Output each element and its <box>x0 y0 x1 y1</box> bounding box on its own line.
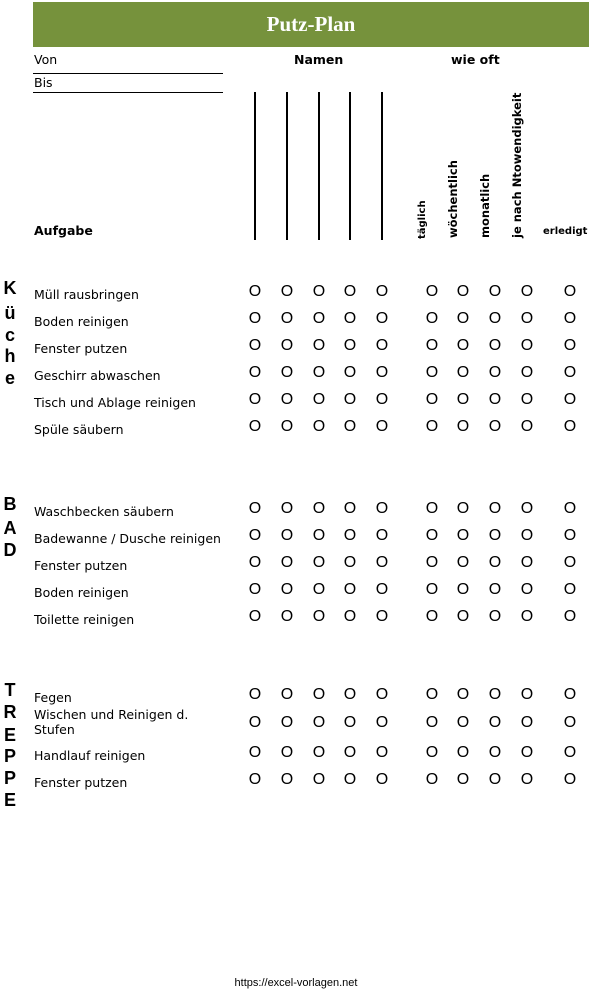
name-checkbox-1[interactable]: O <box>248 391 262 408</box>
section-letter-treppe: R <box>3 702 17 722</box>
name-checkbox-5[interactable]: O <box>375 337 389 354</box>
name-checkbox-1[interactable]: O <box>248 744 262 761</box>
name-checkbox-3[interactable]: O <box>312 686 326 703</box>
frequency-checkbox-1[interactable]: O <box>425 364 439 381</box>
name-column-2[interactable] <box>286 92 288 240</box>
frequency-checkbox-2[interactable]: O <box>456 310 470 327</box>
erledigt-checkbox[interactable]: O <box>563 310 577 327</box>
frequency-checkbox-2[interactable]: O <box>456 714 470 731</box>
name-checkbox-5[interactable]: O <box>375 500 389 517</box>
section-letter-kueche: K <box>3 278 17 298</box>
task-label: Fenster putzen <box>34 341 128 356</box>
frequency-checkbox-3[interactable]: O <box>488 364 502 381</box>
name-checkbox-2[interactable]: O <box>280 581 294 598</box>
frequency-checkbox-4[interactable]: O <box>520 364 534 381</box>
name-checkbox-3[interactable]: O <box>312 771 326 788</box>
task-label: Badewanne / Dusche reinigen <box>34 531 221 546</box>
frequency-checkbox-2[interactable]: O <box>456 686 470 703</box>
name-checkbox-5[interactable]: O <box>375 744 389 761</box>
frequency-checkbox-2[interactable]: O <box>456 283 470 300</box>
name-checkbox-4[interactable]: O <box>343 581 357 598</box>
section-letter-kueche: c <box>4 325 15 345</box>
name-checkbox-3[interactable]: O <box>312 527 326 544</box>
name-checkbox-1[interactable]: O <box>248 771 262 788</box>
frequency-checkbox-4[interactable]: O <box>520 337 534 354</box>
name-checkbox-5[interactable]: O <box>375 771 389 788</box>
frequency-checkbox-1[interactable]: O <box>425 418 439 435</box>
name-checkbox-2[interactable]: O <box>280 337 294 354</box>
frequency-checkbox-2[interactable]: O <box>456 608 470 625</box>
task-label: Müll rausbringen <box>34 287 139 302</box>
name-checkbox-1[interactable]: O <box>248 283 262 300</box>
name-checkbox-3[interactable]: O <box>312 283 326 300</box>
frequency-checkbox-1[interactable]: O <box>425 500 439 517</box>
name-checkbox-1[interactable]: O <box>248 418 262 435</box>
name-column-1[interactable] <box>254 92 256 240</box>
name-checkbox-2[interactable]: O <box>280 771 294 788</box>
frequency-checkbox-3[interactable]: O <box>488 418 502 435</box>
name-checkbox-3[interactable]: O <box>312 500 326 517</box>
name-checkbox-4[interactable]: O <box>343 418 357 435</box>
name-checkbox-4[interactable]: O <box>343 608 357 625</box>
section-letter-bad: D <box>3 540 17 560</box>
name-checkbox-2[interactable]: O <box>280 744 294 761</box>
name-checkbox-1[interactable]: O <box>248 337 262 354</box>
frequency-checkbox-1[interactable]: O <box>425 744 439 761</box>
freq-header-woechentlich: wöchentlich <box>446 160 460 238</box>
name-checkbox-2[interactable]: O <box>280 686 294 703</box>
name-checkbox-3[interactable]: O <box>312 418 326 435</box>
task-label: Waschbecken säubern <box>34 504 174 519</box>
name-checkbox-1[interactable]: O <box>248 608 262 625</box>
name-checkbox-3[interactable]: O <box>312 310 326 327</box>
frequency-checkbox-3[interactable]: O <box>488 310 502 327</box>
name-checkbox-3[interactable]: O <box>312 554 326 571</box>
frequency-checkbox-1[interactable]: O <box>425 771 439 788</box>
name-checkbox-3[interactable]: O <box>312 391 326 408</box>
name-checkbox-4[interactable]: O <box>343 686 357 703</box>
von-field-line[interactable] <box>33 73 223 74</box>
name-checkbox-2[interactable]: O <box>280 500 294 517</box>
frequency-checkbox-2[interactable]: O <box>456 744 470 761</box>
erledigt-checkbox[interactable]: O <box>563 391 577 408</box>
name-checkbox-3[interactable]: O <box>312 337 326 354</box>
erledigt-checkbox[interactable]: O <box>563 418 577 435</box>
frequency-checkbox-3[interactable]: O <box>488 744 502 761</box>
name-checkbox-4[interactable]: O <box>343 554 357 571</box>
frequency-checkbox-4[interactable]: O <box>520 608 534 625</box>
section-letter-treppe: P <box>3 746 16 766</box>
task-label: Wischen und Reinigen d. Stufen <box>34 707 189 737</box>
frequency-checkbox-4[interactable]: O <box>520 686 534 703</box>
erledigt-checkbox[interactable]: O <box>563 500 577 517</box>
frequency-checkbox-3[interactable]: O <box>488 283 502 300</box>
section-letter-kueche: e <box>4 368 15 388</box>
frequency-checkbox-4[interactable]: O <box>520 527 534 544</box>
frequency-checkbox-1[interactable]: O <box>425 527 439 544</box>
task-label: Handlauf reinigen <box>34 748 146 763</box>
frequency-checkbox-4[interactable]: O <box>520 714 534 731</box>
bis-field-line[interactable] <box>33 92 223 93</box>
frequency-checkbox-3[interactable]: O <box>488 581 502 598</box>
name-checkbox-5[interactable]: O <box>375 581 389 598</box>
name-checkbox-5[interactable]: O <box>375 714 389 731</box>
name-checkbox-4[interactable]: O <box>343 527 357 544</box>
name-checkbox-4[interactable]: O <box>343 744 357 761</box>
frequency-checkbox-4[interactable]: O <box>520 554 534 571</box>
frequency-checkbox-2[interactable]: O <box>456 391 470 408</box>
section-letter-kueche: ü <box>4 303 16 323</box>
name-checkbox-2[interactable]: O <box>280 554 294 571</box>
frequency-checkbox-1[interactable]: O <box>425 714 439 731</box>
name-checkbox-4[interactable]: O <box>343 310 357 327</box>
frequency-checkbox-4[interactable]: O <box>520 744 534 761</box>
section-letter-treppe: T <box>4 680 16 700</box>
erledigt-checkbox[interactable]: O <box>563 283 577 300</box>
name-checkbox-5[interactable]: O <box>375 608 389 625</box>
section-letter-bad: A <box>3 518 17 538</box>
task-label: Fenster putzen <box>34 558 128 573</box>
erledigt-checkbox[interactable]: O <box>563 744 577 761</box>
frequency-checkbox-4[interactable]: O <box>520 391 534 408</box>
name-checkbox-4[interactable]: O <box>343 364 357 381</box>
frequency-checkbox-2[interactable]: O <box>456 337 470 354</box>
name-checkbox-1[interactable]: O <box>248 500 262 517</box>
task-label: Spüle säubern <box>34 422 124 437</box>
frequency-checkbox-1[interactable]: O <box>425 686 439 703</box>
task-label: Boden reinigen <box>34 314 129 329</box>
frequency-checkbox-4[interactable]: O <box>520 581 534 598</box>
erledigt-checkbox[interactable]: O <box>563 686 577 703</box>
name-checkbox-2[interactable]: O <box>280 391 294 408</box>
erledigt-checkbox[interactable]: O <box>563 527 577 544</box>
frequency-checkbox-3[interactable]: O <box>488 714 502 731</box>
erledigt-header: erledigt <box>543 226 588 237</box>
namen-header: Namen <box>294 52 344 67</box>
section-letter-treppe: P <box>3 768 16 788</box>
frequency-checkbox-2[interactable]: O <box>456 771 470 788</box>
von-label: Von <box>34 52 58 67</box>
name-checkbox-1[interactable]: O <box>248 527 262 544</box>
name-checkbox-5[interactable]: O <box>375 364 389 381</box>
frequency-checkbox-4[interactable]: O <box>520 418 534 435</box>
frequency-checkbox-4[interactable]: O <box>520 771 534 788</box>
freq-header-taeglich: täglich <box>417 200 428 239</box>
name-checkbox-3[interactable]: O <box>312 608 326 625</box>
name-checkbox-2[interactable]: O <box>280 527 294 544</box>
erledigt-checkbox[interactable]: O <box>563 714 577 731</box>
frequency-checkbox-1[interactable]: O <box>425 283 439 300</box>
name-checkbox-4[interactable]: O <box>343 337 357 354</box>
frequency-checkbox-2[interactable]: O <box>456 581 470 598</box>
erledigt-checkbox[interactable]: O <box>563 554 577 571</box>
name-checkbox-3[interactable]: O <box>312 364 326 381</box>
wie-oft-header: wie oft <box>451 52 500 67</box>
name-checkbox-1[interactable]: O <box>248 581 262 598</box>
name-checkbox-4[interactable]: O <box>343 771 357 788</box>
erledigt-checkbox[interactable]: O <box>563 364 577 381</box>
name-checkbox-5[interactable]: O <box>375 391 389 408</box>
frequency-checkbox-3[interactable]: O <box>488 554 502 571</box>
frequency-checkbox-4[interactable]: O <box>520 310 534 327</box>
name-column-3[interactable] <box>318 92 320 240</box>
frequency-checkbox-3[interactable]: O <box>488 337 502 354</box>
name-checkbox-5[interactable]: O <box>375 527 389 544</box>
name-checkbox-4[interactable]: O <box>343 714 357 731</box>
frequency-checkbox-3[interactable]: O <box>488 608 502 625</box>
frequency-checkbox-4[interactable]: O <box>520 500 534 517</box>
frequency-checkbox-2[interactable]: O <box>456 364 470 381</box>
page-title: Putz-Plan <box>33 2 589 47</box>
name-checkbox-1[interactable]: O <box>248 714 262 731</box>
task-label: Fegen <box>34 690 72 705</box>
frequency-checkbox-2[interactable]: O <box>456 554 470 571</box>
name-checkbox-1[interactable]: O <box>248 310 262 327</box>
aufgabe-header: Aufgabe <box>34 223 93 238</box>
erledigt-checkbox[interactable]: O <box>563 771 577 788</box>
frequency-checkbox-2[interactable]: O <box>456 418 470 435</box>
name-checkbox-3[interactable]: O <box>312 581 326 598</box>
footer-url[interactable]: https://excel-vorlagen.net <box>234 977 358 989</box>
bis-label: Bis <box>34 75 53 90</box>
frequency-checkbox-2[interactable]: O <box>456 500 470 517</box>
freq-header-monatlich: monatlich <box>478 173 492 238</box>
frequency-checkbox-3[interactable]: O <box>488 500 502 517</box>
name-checkbox-4[interactable]: O <box>343 500 357 517</box>
name-checkbox-3[interactable]: O <box>312 714 326 731</box>
name-checkbox-5[interactable]: O <box>375 554 389 571</box>
name-checkbox-4[interactable]: O <box>343 391 357 408</box>
name-checkbox-2[interactable]: O <box>280 418 294 435</box>
frequency-checkbox-3[interactable]: O <box>488 686 502 703</box>
frequency-checkbox-1[interactable]: O <box>425 337 439 354</box>
frequency-checkbox-3[interactable]: O <box>488 527 502 544</box>
erledigt-checkbox[interactable]: O <box>563 581 577 598</box>
frequency-checkbox-4[interactable]: O <box>520 283 534 300</box>
task-label: Tisch und Ablage reinigen <box>34 395 196 410</box>
name-checkbox-5[interactable]: O <box>375 686 389 703</box>
frequency-checkbox-1[interactable]: O <box>425 391 439 408</box>
name-checkbox-4[interactable]: O <box>343 283 357 300</box>
freq-header-je-nach-notwendigkeit: je nach Ntowendigkeit <box>510 92 524 238</box>
name-checkbox-5[interactable]: O <box>375 418 389 435</box>
name-checkbox-1[interactable]: O <box>248 364 262 381</box>
name-checkbox-2[interactable]: O <box>280 714 294 731</box>
section-letter-treppe: E <box>3 790 16 810</box>
name-checkbox-2[interactable]: O <box>280 283 294 300</box>
name-checkbox-2[interactable]: O <box>280 364 294 381</box>
section-letter-kueche: h <box>4 346 16 366</box>
frequency-checkbox-3[interactable]: O <box>488 771 502 788</box>
name-checkbox-1[interactable]: O <box>248 686 262 703</box>
name-checkbox-1[interactable]: O <box>248 554 262 571</box>
name-checkbox-3[interactable]: O <box>312 744 326 761</box>
task-label: Boden reinigen <box>34 585 129 600</box>
section-letter-treppe: E <box>3 725 16 745</box>
frequency-checkbox-3[interactable]: O <box>488 391 502 408</box>
frequency-checkbox-1[interactable]: O <box>425 581 439 598</box>
frequency-checkbox-1[interactable]: O <box>425 608 439 625</box>
name-checkbox-5[interactable]: O <box>375 283 389 300</box>
name-checkbox-5[interactable]: O <box>375 310 389 327</box>
frequency-checkbox-2[interactable]: O <box>456 527 470 544</box>
name-column-4[interactable] <box>349 92 351 240</box>
erledigt-checkbox[interactable]: O <box>563 608 577 625</box>
name-column-5[interactable] <box>381 92 383 240</box>
name-checkbox-2[interactable]: O <box>280 608 294 625</box>
section-letter-bad: B <box>3 494 17 514</box>
frequency-checkbox-1[interactable]: O <box>425 310 439 327</box>
erledigt-checkbox[interactable]: O <box>563 337 577 354</box>
frequency-checkbox-1[interactable]: O <box>425 554 439 571</box>
task-label: Toilette reinigen <box>34 612 135 627</box>
name-checkbox-2[interactable]: O <box>280 310 294 327</box>
task-label: Fenster putzen <box>34 775 128 790</box>
task-label: Geschirr abwaschen <box>34 368 161 383</box>
